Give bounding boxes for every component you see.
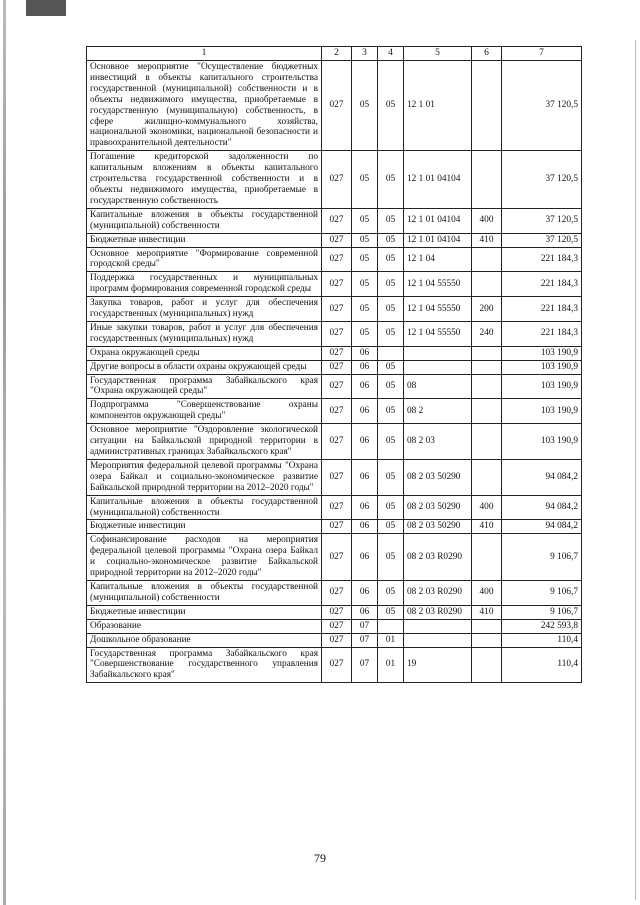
section-code-cell: 06 [352,346,378,360]
table-row [87,520,582,534]
ministry-code-cell: 027 [322,534,352,581]
subsection-code-cell: 05 [378,424,404,460]
ministry-code-cell: 027 [322,580,352,605]
scan-edge-left [3,0,6,905]
target-article-code-cell: 19 [404,647,472,683]
expense-type-code-cell [472,459,502,495]
section-code-cell: 05 [352,247,378,272]
subsection-code-cell: 05 [378,399,404,424]
section-code-cell: 06 [352,424,378,460]
item-name-cell: Капитальные вложения в объекты государственной (муниципальной) собственности [87,208,322,233]
amount-cell: 94 084,2 [502,520,582,534]
amount-cell: 103 190,9 [502,374,582,399]
header-cell: 4 [378,47,404,61]
header-cell: 1 [87,47,322,61]
table-row [87,374,582,399]
section-code-cell: 06 [352,495,378,520]
subsection-code-cell [378,619,404,633]
subsection-code-cell: 05 [378,360,404,374]
header-cell: 2 [322,47,352,61]
header-cell: 5 [404,47,472,61]
item-name-cell: Основное мероприятие "Оздоровление экологической ситуации на Байкальской природной территории в административных границах Забайкальского края" [87,424,322,460]
section-code-cell: 06 [352,534,378,581]
section-code-cell: 06 [352,605,378,619]
item-name-cell: Государственная программа Забайкальского края "Совершенствование государственного управления Забайкальского края" [87,647,322,683]
subsection-code-cell: 05 [378,247,404,272]
subsection-code-cell: 05 [378,321,404,346]
subsection-code-cell: 05 [378,495,404,520]
expense-type-code-cell [472,374,502,399]
amount-cell: 9 106,7 [502,534,582,581]
expense-type-code-cell [472,424,502,460]
expense-type-code-cell: 400 [472,208,502,233]
subsection-code-cell: 05 [378,459,404,495]
section-code-cell: 05 [352,233,378,247]
subsection-code-cell: 05 [378,233,404,247]
subsection-code-cell: 05 [378,297,404,322]
item-name-cell: Закупка товаров, работ и услуг для обеспечения государственных (муниципальных) нужд [87,297,322,322]
target-article-code-cell: 08 2 03 R0290 [404,580,472,605]
table-row [87,399,582,424]
item-name-cell: Капитальные вложения в объекты государственной (муниципальной) собственности [87,580,322,605]
ministry-code-cell: 027 [322,346,352,360]
target-article-code-cell [404,360,472,374]
subsection-code-cell: 05 [378,151,404,209]
expense-type-code-cell: 200 [472,297,502,322]
amount-cell: 37 120,5 [502,61,582,151]
subsection-code-cell: 05 [378,374,404,399]
expense-type-code-cell [472,247,502,272]
item-name-cell: Бюджетные инвестиции [87,605,322,619]
amount-cell: 110,4 [502,647,582,683]
expense-type-code-cell [472,360,502,374]
section-code-cell: 05 [352,151,378,209]
header-cell: 6 [472,47,502,61]
expense-type-code-cell [472,272,502,297]
expense-type-code-cell [472,633,502,647]
section-code-cell: 06 [352,374,378,399]
expense-type-code-cell: 410 [472,520,502,534]
table-header-row [87,47,582,61]
item-name-cell: Другие вопросы в области охраны окружающей среды [87,360,322,374]
target-article-code-cell: 08 2 03 R0290 [404,534,472,581]
ministry-code-cell: 027 [322,151,352,209]
target-article-code-cell: 12 1 04 55550 [404,297,472,322]
table-row [87,633,582,647]
ministry-code-cell: 027 [322,247,352,272]
subsection-code-cell: 05 [378,534,404,581]
amount-cell: 221 184,3 [502,297,582,322]
section-code-cell: 06 [352,360,378,374]
amount-cell: 94 084,2 [502,459,582,495]
expense-type-code-cell: 400 [472,580,502,605]
subsection-code-cell: 01 [378,647,404,683]
subsection-code-cell [378,346,404,360]
ministry-code-cell: 027 [322,459,352,495]
target-article-code-cell [404,346,472,360]
table-row [87,233,582,247]
table-row [87,459,582,495]
scan-mark [26,0,66,16]
ministry-code-cell: 027 [322,61,352,151]
section-code-cell: 05 [352,321,378,346]
table-row [87,360,582,374]
ministry-code-cell: 027 [322,647,352,683]
section-code-cell: 05 [352,208,378,233]
target-article-code-cell: 12 1 01 04104 [404,151,472,209]
ministry-code-cell: 027 [322,424,352,460]
section-code-cell: 07 [352,633,378,647]
expense-type-code-cell [472,151,502,209]
amount-cell: 37 120,5 [502,233,582,247]
amount-cell: 9 106,7 [502,605,582,619]
target-article-code-cell: 08 2 03 [404,424,472,460]
section-code-cell: 07 [352,647,378,683]
amount-cell: 9 106,7 [502,580,582,605]
table-row [87,151,582,209]
target-article-code-cell: 12 1 04 55550 [404,321,472,346]
amount-cell: 110,4 [502,633,582,647]
ministry-code-cell: 027 [322,605,352,619]
item-name-cell: Подпрограмма "Совершенствование охраны компонентов окружающей среды" [87,399,322,424]
subsection-code-cell: 05 [378,605,404,619]
item-name-cell: Капитальные вложения в объекты государственной (муниципальной) собственности [87,495,322,520]
table-row [87,534,582,581]
ministry-code-cell: 027 [322,619,352,633]
item-name-cell: Бюджетные инвестиции [87,233,322,247]
target-article-code-cell: 08 2 03 50290 [404,520,472,534]
section-code-cell: 06 [352,459,378,495]
item-name-cell: Иные закупки товаров, работ и услуг для обеспечения государственных (муниципальных) нужд [87,321,322,346]
section-code-cell: 06 [352,399,378,424]
target-article-code-cell: 08 2 03 50290 [404,459,472,495]
amount-cell: 221 184,3 [502,321,582,346]
expense-type-code-cell [472,619,502,633]
ministry-code-cell: 027 [322,297,352,322]
ministry-code-cell: 027 [322,633,352,647]
target-article-code-cell: 08 [404,374,472,399]
subsection-code-cell: 05 [378,208,404,233]
table-row [87,619,582,633]
table-row [87,495,582,520]
table-row [87,297,582,322]
section-code-cell: 06 [352,580,378,605]
section-code-cell: 05 [352,272,378,297]
target-article-code-cell: 12 1 01 04104 [404,208,472,233]
expense-type-code-cell [472,61,502,151]
target-article-code-cell: 08 2 [404,399,472,424]
expense-type-code-cell: 410 [472,233,502,247]
amount-cell: 37 120,5 [502,208,582,233]
table-row [87,346,582,360]
target-article-code-cell: 08 2 03 50290 [404,495,472,520]
expense-type-code-cell: 400 [472,495,502,520]
ministry-code-cell: 027 [322,374,352,399]
table-row [87,605,582,619]
table-row [87,321,582,346]
page-number: 79 [314,851,326,865]
item-name-cell: Государственная программа Забайкальского края "Охрана окружающей среды" [87,374,322,399]
target-article-code-cell [404,619,472,633]
ministry-code-cell: 027 [322,233,352,247]
target-article-code-cell: 12 1 04 55550 [404,272,472,297]
item-name-cell: Погашение кредиторской задолженности по капитальным вложениям в объекты капитального строительства государственной собственности и в объекты недвижимого имущества, приобретаемые в государственную собственность [87,151,322,209]
ministry-code-cell: 027 [322,399,352,424]
subsection-code-cell: 05 [378,272,404,297]
expense-type-code-cell [472,534,502,581]
table-row [87,247,582,272]
table-row [87,647,582,683]
section-code-cell: 07 [352,619,378,633]
ministry-code-cell: 027 [322,208,352,233]
amount-cell: 103 190,9 [502,424,582,460]
amount-cell: 94 084,2 [502,495,582,520]
ministry-code-cell: 027 [322,272,352,297]
item-name-cell: Образование [87,619,322,633]
item-name-cell: Охрана окружающей среды [87,346,322,360]
target-article-code-cell: 12 1 01 04104 [404,233,472,247]
amount-cell: 37 120,5 [502,151,582,209]
table-row [87,424,582,460]
amount-cell: 103 190,9 [502,346,582,360]
expense-type-code-cell: 240 [472,321,502,346]
scan-edge-right [635,40,636,900]
ministry-code-cell: 027 [322,321,352,346]
item-name-cell: Основное мероприятие "Осуществление бюджетных инвестиций в объекты капитального строительства государственной (муниципальной) собственности и в объекты недвижимого имущества, приобретаемые в государственную (муниципальную) собственность, в сфере жилищно-коммунального хозяйства, национальной экономики, национальной безопасности и правоохранительной деятельности" [87,61,322,151]
item-name-cell: Основное мероприятие "Формирование современной городской среды" [87,247,322,272]
header-cell: 7 [502,47,582,61]
target-article-code-cell: 12 1 01 [404,61,472,151]
amount-cell: 221 184,3 [502,272,582,297]
amount-cell: 221 184,3 [502,247,582,272]
section-code-cell: 05 [352,61,378,151]
ministry-code-cell: 027 [322,520,352,534]
ministry-code-cell: 027 [322,495,352,520]
item-name-cell: Мероприятия федеральной целевой программы "Охрана озера Байкал и социально-экономическое развитие Байкальской природной территории на 2012–2020 годы" [87,459,322,495]
subsection-code-cell: 01 [378,633,404,647]
subsection-code-cell: 05 [378,520,404,534]
section-code-cell: 05 [352,297,378,322]
amount-cell: 103 190,9 [502,399,582,424]
budget-table [86,46,582,683]
item-name-cell: Софинансирование расходов на мероприятия федеральной целевой программы "Охрана озера Байкал и социально-экономическое развитие Байкальской природной территории на 2012–2020 годы" [87,534,322,581]
subsection-code-cell: 05 [378,580,404,605]
header-cell: 3 [352,47,378,61]
expense-type-code-cell [472,647,502,683]
table-row [87,580,582,605]
item-name-cell: Поддержка государственных и муниципальных программ формирования современной городской среды [87,272,322,297]
table-row [87,272,582,297]
target-article-code-cell: 12 1 04 [404,247,472,272]
section-code-cell: 06 [352,520,378,534]
amount-cell: 242 593,8 [502,619,582,633]
expense-type-code-cell: 410 [472,605,502,619]
table-row [87,61,582,151]
item-name-cell: Бюджетные инвестиции [87,520,322,534]
table-row [87,208,582,233]
item-name-cell: Дошкольное образование [87,633,322,647]
ministry-code-cell: 027 [322,360,352,374]
subsection-code-cell: 05 [378,61,404,151]
target-article-code-cell [404,633,472,647]
expense-type-code-cell [472,399,502,424]
expense-type-code-cell [472,346,502,360]
target-article-code-cell: 08 2 03 R0290 [404,605,472,619]
amount-cell: 103 190,9 [502,360,582,374]
